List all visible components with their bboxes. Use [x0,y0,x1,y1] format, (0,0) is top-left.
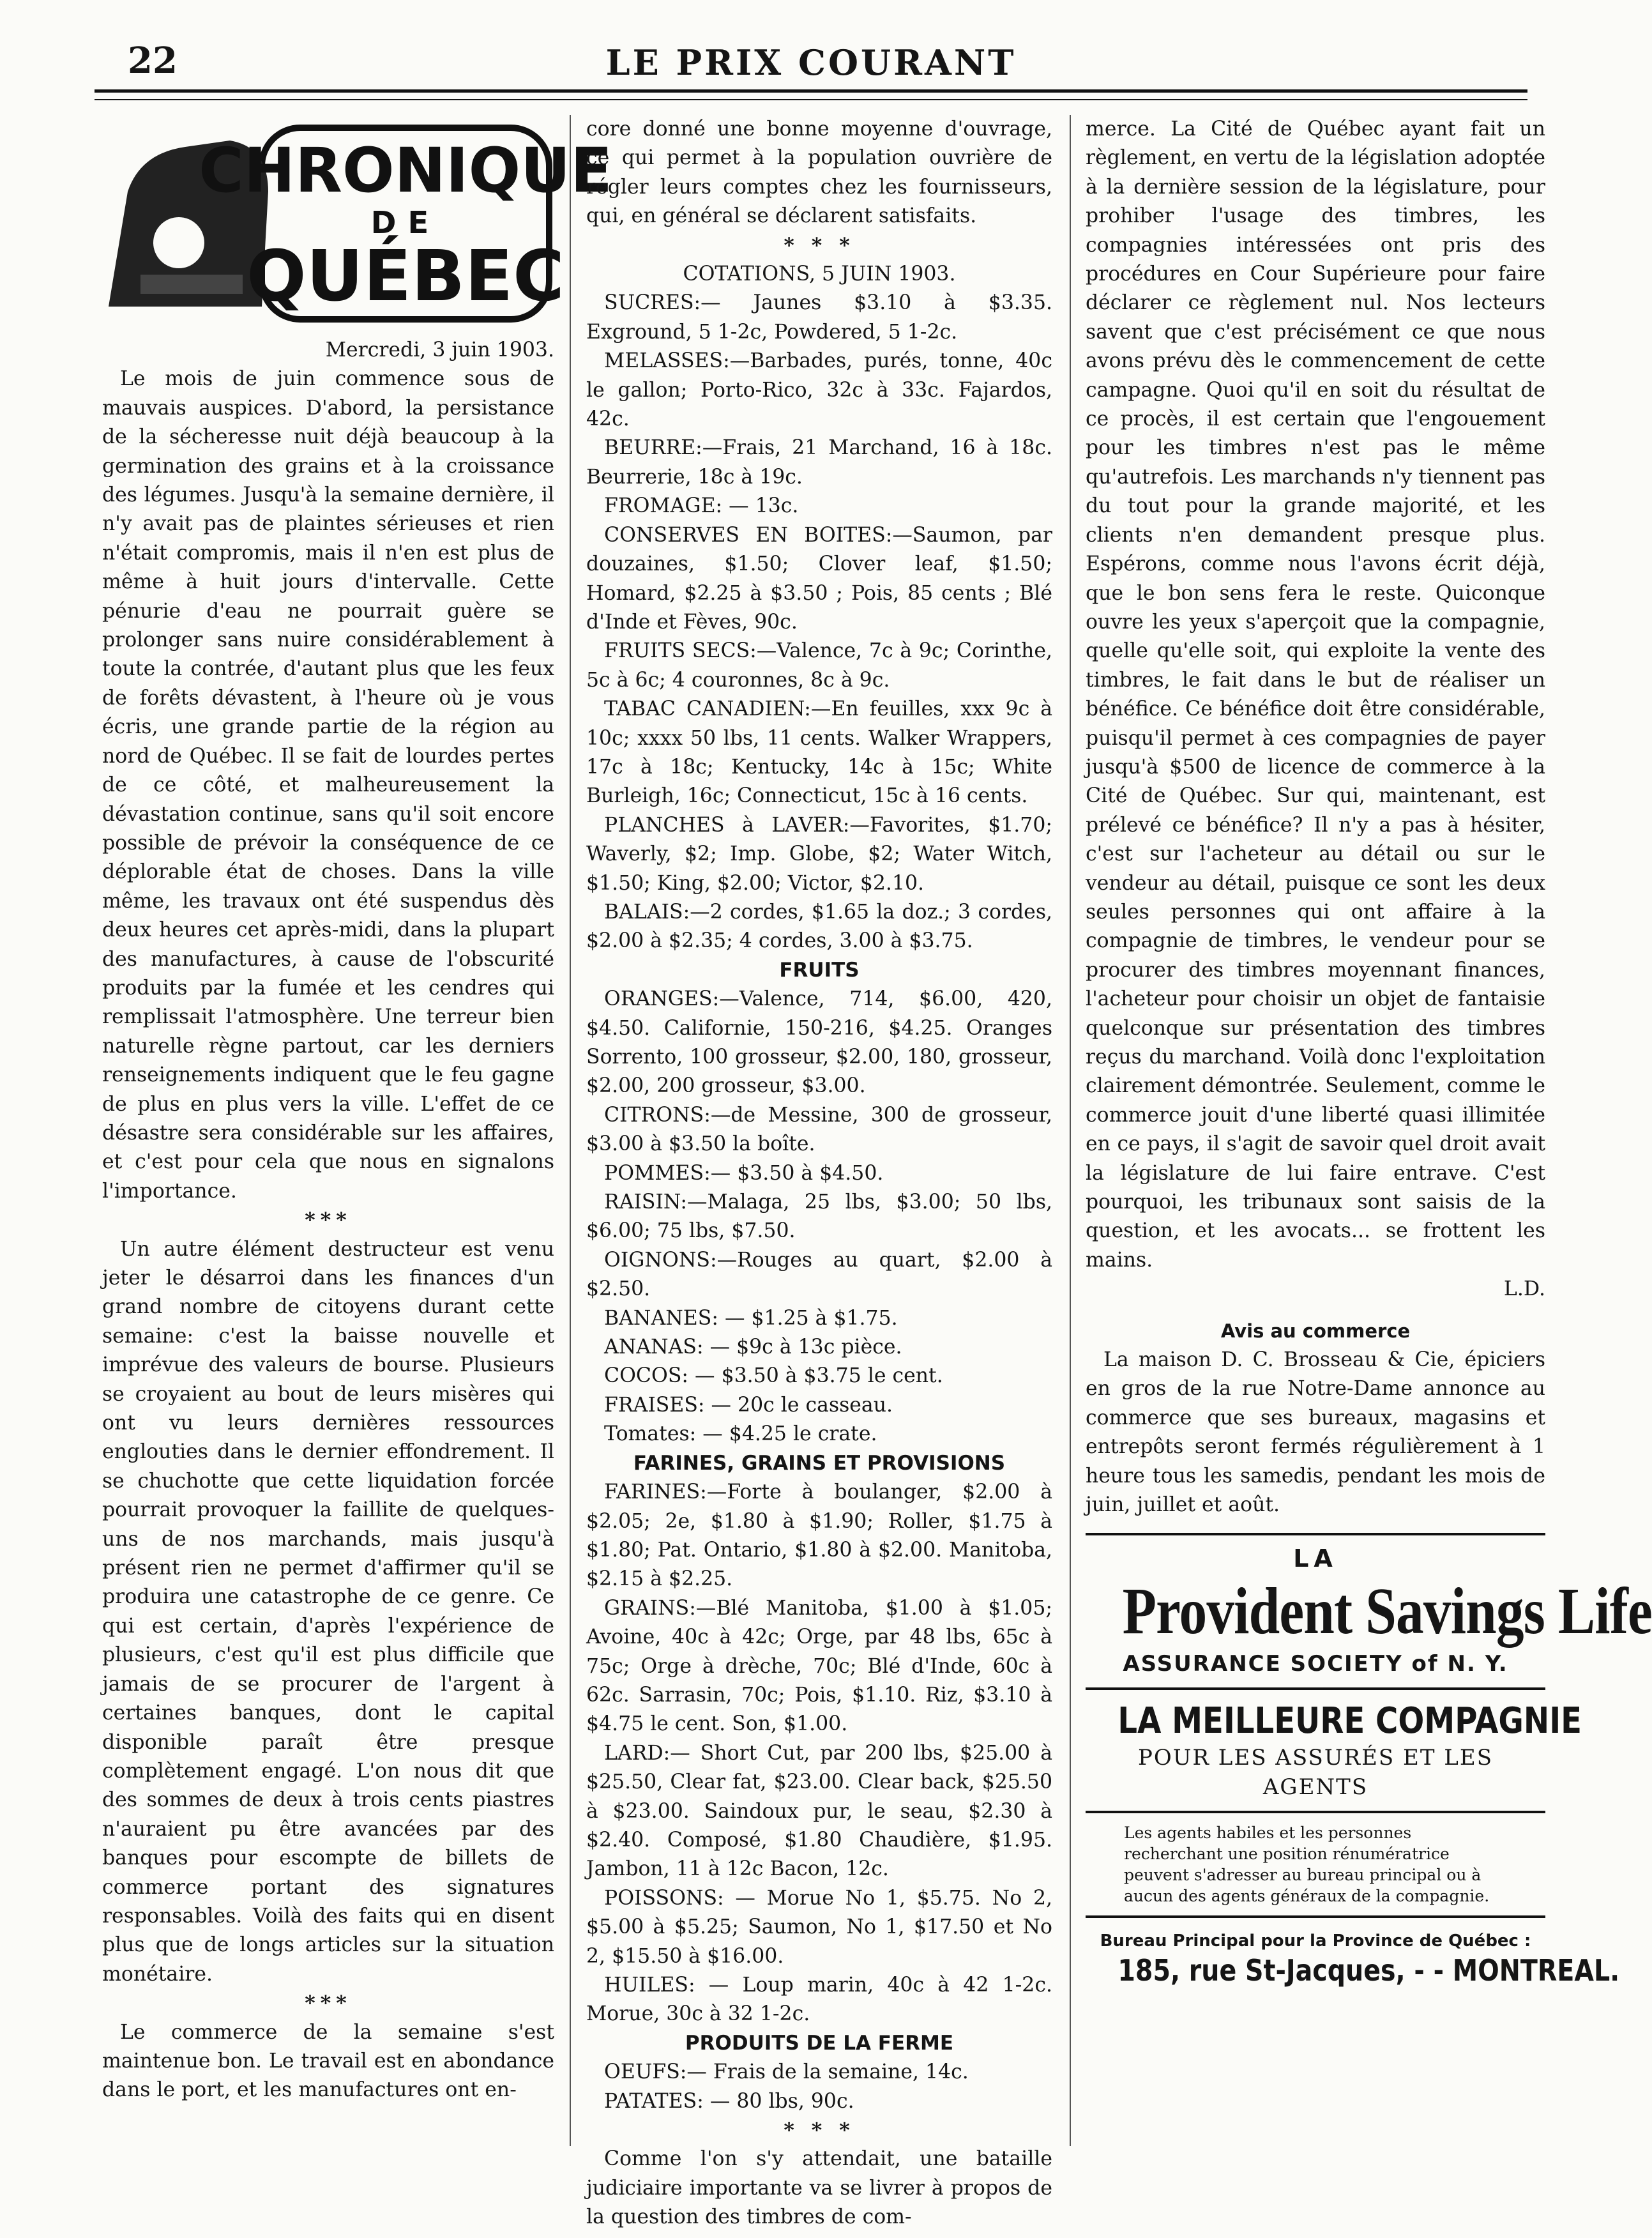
price-item: TABAC CANADIEN:—En feuilles, xxx 9c à 10c; xxxx 50 lbs, 11 cents. Walker Wrappers, 17c à 18c; Kentucky, 14c à 15c; White Burleigh, 16c; Connecticut, 15c à 16 cents. [586,697,1052,808]
price-item: BALAIS:—2 cordes, $1.65 la doz.; 3 cordes, $2.00 à $2.35; 4 cordes, 3.00 à $3.75. [586,900,1052,953]
ad-brand: Provident Savings Life [1122,1574,1652,1648]
price-item: ANANAS: — $9c à 13c pièce. [604,1336,902,1359]
price-item: HUILES: — Loup marin, 40c à 42 1-2c. Morue, 30c à 32 1-2c. [586,1974,1052,2026]
price-item: COCOS: — $3.50 à $3.75 le cent. [604,1364,943,1388]
cotations-heading: COTATIONS, 5 JUIN 1903. [683,263,956,286]
ad-tagline: POUR LES ASSURÉS ET LES AGENTS [1137,1745,1494,1800]
insurance-advertisement [1086,1533,1652,1988]
price-item: FARINES:—Forte à boulanger, $2.00 à $2.05; 2e, $1.80 à $1.90; Roller, $1.75 à $1.80; Pat. Ontario, $1.80 à $2.00. Manitoba, $2.15 à $2.25. [586,1481,1052,1591]
column-divider-2 [1070,115,1071,2146]
price-item: OEUFS:— Frais de la semaine, 14c. [604,2060,969,2084]
column-3 [1086,115,1652,1988]
price-item: BEURRE:—Frais, 21 Marchand, 16 à 18c. Beurrerie, 18c à 19c. [586,436,1052,489]
paragraph-commerce: Le commerce de la semaine s'est maintenue bon. Le travail est en abondance dans le port, et les manufactures ont en- [102,2020,554,2102]
price-item: SUCRES:— Jaunes $3.10 à $3.35. Exground, 5 1-2c, Powdered, 5 1-2c. [586,291,1052,344]
ad-rule [1086,1533,1545,1535]
price-item: OIGNONS:—Rouges au quart, $2.00 à $2.50. [586,1248,1052,1301]
price-item: LARD:— Short Cut, par 200 lbs, $25.00 à $25.50, Clear fat, $23.00. Clear back, $25.50 à $23.00. Saindoux pur, le seau, $2.30 à $2.40. Composé, $1.80 Chaudière, $1.95. Jambon, 11 à 12c Bacon, 12c. [586,1741,1052,1881]
separator-stars: * * * [784,2119,855,2143]
column-1 [102,115,612,2105]
section-heading-fruits: FRUITS [779,958,860,982]
ad-bureau: Bureau Principal pour la Province de Québec : [1100,1931,1531,1951]
journal-title: LE PRIX COURANT [605,42,1017,83]
section-heading-ferme: PRODUITS DE LA FERME [685,2031,954,2055]
ad-rule [1086,1915,1545,1918]
price-item: FRUITS SECS:—Valence, 7c à 9c; Corinthe, 5c à 6c; 4 couronnes, 8c à 9c. [586,639,1052,692]
price-item: Tomates: — $4.25 le crate. [604,1422,877,1446]
section-heading-farines: FARINES, GRAINS ET PROVISIONS [633,1451,1006,1475]
article-date: Mercredi, 3 juin 1903. [325,339,554,362]
price-item: CITRONS:—de Messine, 300 de grosseur, $3.00 à $3.50 la boîte. [586,1103,1052,1156]
column-2 [586,115,1052,2232]
signature: L.D. [1503,1277,1545,1301]
price-item: GRAINS:—Blé Manitoba, $1.00 à $1.05; Avoine, 40c à 42c; Orge, par 48 lbs, 65c à 75c; Orge à drèche, 70c; Blé d'Inde, 60c à 62c. Sarrasin, 70c; Pois, $1.10. Riz, $3.10 à $4.75 le cent. Son, $1.00. [586,1596,1052,1736]
price-item: FROMAGE: — 13c. [604,494,799,518]
price-item: PLANCHES à LAVER:—Favorites, $1.70; Waverly, $2; Imp. Globe, $2; Water Witch, $1.50; King, $2.00; Victor, $2.10. [586,813,1052,895]
price-item: MELASSES:—Barbades, purés, tonne, 40c le gallon; Porto-Rico, 32c à 33c. Fajardos, 42c. [586,349,1052,431]
paragraph-timbres-continued: merce. La Cité de Québec ayant fait un règlement, en vertu de la législation adoptée à la dernière session de la législature, pour prohiber l'usage des timbres, les compagnies intéressées ont pris des procédures en Cour Supérieure pour faire déclarer ce règlement nul. Nos lecteurs savent que c'est précisément ce que nous avons prévu dès le commencement de cette campagne. Quoi qu'il en soit du résultat de ce procès, il est certain que l'engouement pour les timbres n'est pas le même qu'autrefois. Les marchands n'y tiennent pas du tout pour la grande majorité, et les clients n'en demandent presque plus. Espérons, comme nous l'avons écrit déjà, que le bon sens fera le reste. Quiconque ouvre les yeux s'aperçoit que la compagnie, quelle qu'elle soit, qui exploite la vente des timbres, le fait dans le but de réaliser un bénéfice. Ce bénéfice doit être considérable, puisqu'il permet à ces compagnies de payer jusqu'à $500 de licence de commerce à la Cité de Québec. Sur qui, maintenant, est prélevé ce bénéfice? Il n'y a pas à hésiter, c'est sur l'acheteur au détail ou sur le vendeur au détail, puisque ce sont les deux seules personnes qui ont affaire à la compagnie de timbres, le vendeur pour se procurer des timbres moyennant finances, l'acheteur pour choisir un objet de fantaisie quelconque sur présentation des timbres reçus du marchand. Voilà donc l'exploitation clairement démontrée. Seulement, comme le commerce jouit d'une liberté quasi illimitée en ce pays, il s'agit de savoir quel droit avait la législature de lui faire entrave. C'est pourquoi, les tribunaux sont saisis de la question, et les avocats... se frottent les mains. [1086,118,1545,1272]
logo-line3: QUÉBEC [246,235,565,317]
price-item: POISSONS: — Morue No 1, $5.75. No 2, $5.00 à $5.25; Saumon, No 1, $17.50 et No 2, $15.50 à $16.00. [586,1886,1052,1968]
ad-la: LA [1293,1544,1338,1572]
header-rule-thick [95,89,1527,93]
column-divider-1 [570,115,571,2146]
logo-line1: CHRONIQUE [199,135,612,206]
ad-agents-text: Les agents habiles et les personnes recherchant une position rénumératrice peuvent s'adresser au bureau principal ou à aucun des agents généraux de la compagnie. [1124,1823,1490,1906]
price-item: POMMES:— $3.50 à $4.50. [604,1161,884,1185]
price-item: FRAISES: — 20c le casseau. [604,1393,893,1417]
price-item: ORANGES:—Valence, 714, $6.00, 420, $4.50. Californie, 150-216, $4.25. Oranges Sorrento, 100 grosseur, $2.00, 180, grosseur, $2.00, 200 grosseur, $3.00. [586,987,1052,1098]
price-item: PATATES: — 80 lbs, 90c. [604,2089,854,2113]
paragraph-timbres: Comme l'on s'y attendait, une bataille judiciaire importante va se livrer à propos de la question des timbres de com- [586,2147,1052,2229]
price-item: CONSERVES EN BOITES:—Saumon, par douzaines, $1.50; Clover leaf, $1.50; Homard, $2.25 à $3.50 ; Pois, 85 cents ; Blé d'Inde et Fèves, 90c. [586,523,1052,634]
chronique-logo-image [102,115,612,332]
separator-stars: * * * [784,233,855,257]
logo-line2: DE [370,205,441,241]
ad-address: 185, rue St-Jacques, - - MONTREAL. [1118,1953,1620,1988]
ad-rule [1086,1687,1545,1690]
paragraph-bourse: Un autre élément destructeur est venu jeter le désarroi dans les finances d'un grand nombre de citoyens durant cette semaine: c'est la baisse nouvelle et imprévue des valeurs de bourse. Plusieurs se croyaient au bout de leurs misères qui ont vu leurs dernières ressources englouties dans le dernier effondrement. Il se chuchotte que cette liquidation forcée pourrait provoquer la faillite de quelques-uns de nos marchands, mais jusqu'à présent rien ne permet d'affirmer qu'il se produira une catastrophe de ce genre. Ce qui est certain, d'après l'expérience de plusieurs, c'est qu'il est plus difficile que jamais de se procurer de l'argent à certaines banques, dont le capital disponible paraît être presque complètement engagé. L'on nous dit que des sommes de deux à trois cents piastres n'auraient pu être avancées par des banques pour escompte de billets de commerce portant des signatures responsables. Voilà des faits qui en disent plus que de longs articles sur la situation monétaire. [102,1237,554,1986]
ad-society: ASSURANCE SOCIETY of N. Y. [1123,1650,1508,1677]
paragraph-continued: core donné une bonne moyenne d'ouvrage, ce qui permet à la population ouvrière de régler leurs comptes chez les fournisseurs, qui, en général se déclarent satisfaits. [586,118,1052,228]
separator-stars: *** [305,1208,352,1233]
paragraph-secheresse: Le mois de juin commence sous de mauvais auspices. D'abord, la persistance de la sécheresse nuit déjà beaucoup à la germination des grains et à la croissance des légumes. Jusqu'à la semaine dernière, il n'y avait pas de plaintes sérieuses et rien n'était compromis, mais il n'en est plus de même à huit jours d'intervalle. Cette pénurie d'eau ne pourrait guère se prolonger sans nuire considérablement à toute la contrée, d'autant plus que les feux de forêts dévastent, à l'heure où je vous écris, une grande partie de la région au nord de Québec. Il se fait de lourdes pertes de ce côté, et malheureusement la dévastation continue, sans qu'il soit encore possible de prévoir la conséquence de ce déplorable état de choses. Dans la ville même, les travaux ont été suspendus dès deux heures cet après-midi, dans la plupart des manufactures, à cause de l'obscurité produits par la fumée et les cendres qui remplissait l'atmosphère. Une terreur bien naturelle règne partout, car les derniers renseignements indiquent que le feu gagne de plus en plus vers la ville. L'effet de ce désastre sera considérable sur les affaires, et c'est pour cela que nous en signalons l'importance. [102,367,554,1203]
page-number: 22 [128,40,178,82]
price-item: RAISIN:—Malaga, 25 lbs, $3.00; 50 lbs, $6.00; 75 lbs, $7.50. [586,1191,1052,1243]
avis-paragraph: La maison D. C. Brosseau & Cie, épiciers en gros de la rue Notre-Dame annonce au commerce que ses bureaux, magasins et entrepôts seront fermés régulièrement à 1 heure tous les samedis, pendant les mois de juin, juillet et août. [1086,1348,1545,1517]
page-header [96,38,1526,96]
ad-rule [1086,1811,1545,1813]
avis-heading: Avis au commerce [1220,1320,1411,1342]
separator-stars: *** [305,1991,352,2016]
header-rule-thin [95,99,1527,100]
price-item: BANANES: — $1.25 à $1.75. [604,1306,898,1330]
chronique-logo [102,115,612,332]
ad-best-company: LA MEILLEURE COMPAGNIE [1118,1700,1582,1742]
